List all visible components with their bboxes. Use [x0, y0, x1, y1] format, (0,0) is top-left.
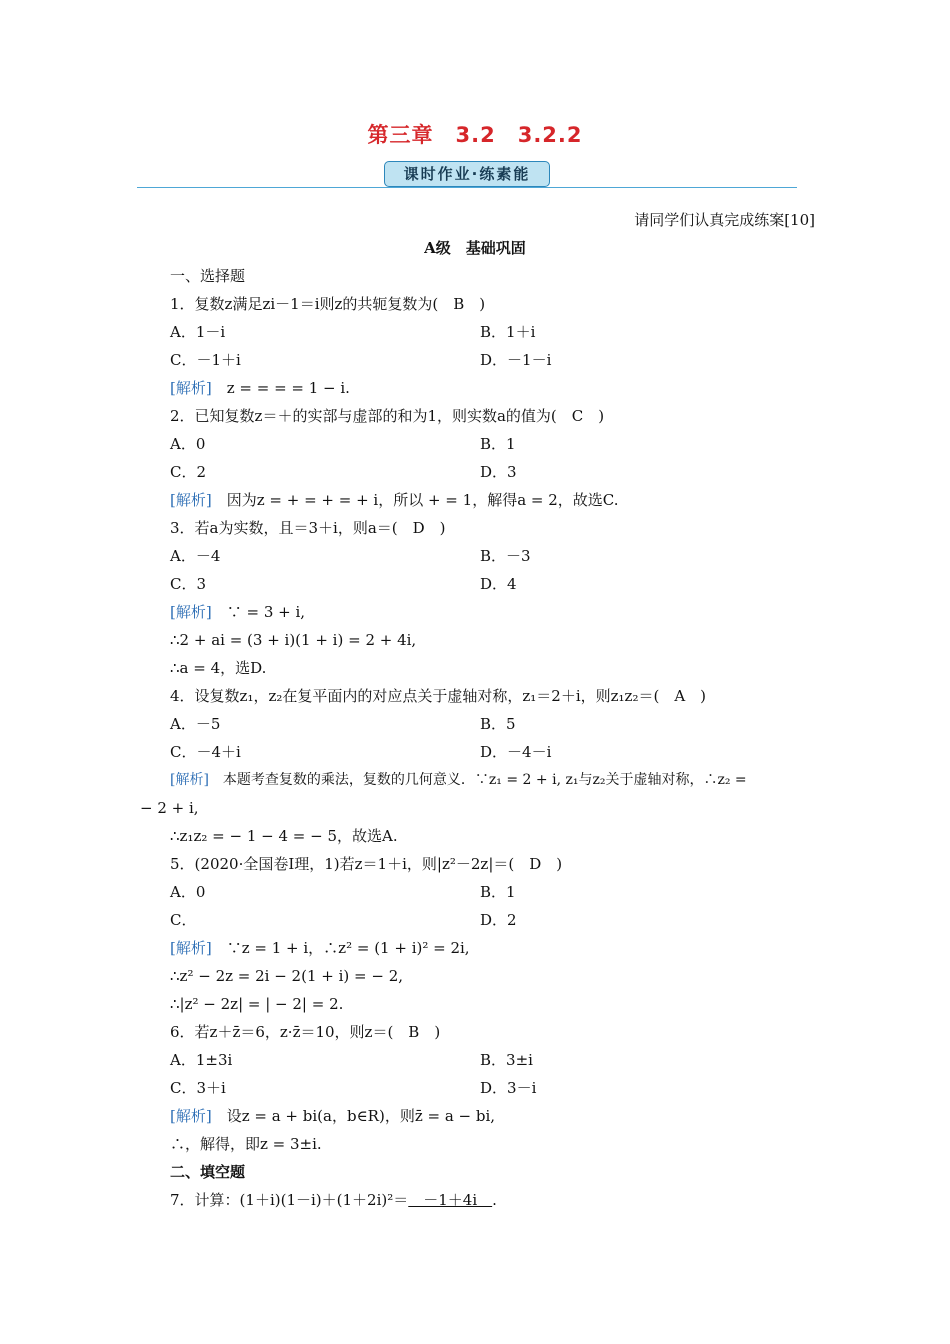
practice-note: 请同学们认真完成练案[10]	[634, 211, 815, 229]
q7-stem: 7．计算：(1＋i)(1－i)＋(1＋2i)²＝	[170, 1191, 409, 1209]
q2-analysis	[170, 490, 619, 510]
q1-analysis-text: z = = = = 1 − i.	[211, 379, 350, 397]
q5-option-b: B．1	[480, 883, 516, 901]
analysis-label: [解析]	[170, 772, 209, 788]
q2-option-d: D．3	[480, 463, 517, 481]
q4-analysis-text: 本题考查复数的乘法，复数的几何意义．∵z₁ = 2 + i, z₁与z₂关于虚轴对称，∴z₂ =	[208, 772, 747, 788]
question-2: 2．已知复数z＝＋的实部与虚部的和为1，则实数a的值为( C )	[170, 407, 605, 425]
q4-option-a: A．－5	[170, 715, 221, 733]
homework-badge: 课时作业·练素能	[384, 161, 550, 187]
q1-option-a: A．1－i	[170, 323, 226, 341]
q4-analysis-line-3: ∴z₁z₂ = − 1 − 4 = − 5，故选A.	[170, 827, 398, 845]
q3-analysis-line-2: ∴2 + ai = (3 + i)(1 + i) = 2 + 4i,	[170, 631, 417, 649]
q3-analysis	[170, 602, 305, 622]
q1-analysis	[170, 378, 350, 398]
question-4: 4．设复数z₁，z₂在复平面内的对应点关于虚轴对称，z₁＝2＋i，则z₁z₂＝( A )	[170, 687, 707, 705]
q6-analysis	[170, 1106, 495, 1126]
q6-analysis-text: 设z = a + bi(a，b∈R)，则z̄ = a − bi,	[211, 1107, 496, 1125]
header-divider	[137, 187, 797, 188]
q2-option-b: B．1	[480, 435, 516, 453]
q1-option-b: B．1＋i	[480, 323, 536, 341]
q2-analysis-text: 因为z = + = + = + i，所以 + = 1，解得a = 2，故选C.	[211, 491, 619, 509]
question-5: 5．(2020·全国卷Ⅰ理，1)若z＝1＋i，则|z²－2z|＝( D )	[170, 855, 563, 873]
q6-option-b: B．3±i	[480, 1051, 533, 1069]
analysis-label: [解析]	[170, 603, 212, 621]
q4-option-d: D．－4－i	[480, 743, 552, 761]
q6-analysis-line-2: ∴，解得，即z = 3±i.	[170, 1135, 322, 1153]
q7-end: .	[492, 1191, 497, 1209]
q3-option-a: A．－4	[170, 547, 221, 565]
q4-analysis-line-2: − 2 + i,	[140, 799, 199, 817]
chapter-title: 第三章 3.2 3.2.2	[367, 123, 583, 147]
q7-answer: －1＋4i	[408, 1191, 493, 1209]
q5-option-d: D．2	[480, 911, 517, 929]
q5-analysis	[170, 938, 470, 958]
question-7	[170, 1190, 497, 1210]
q4-option-c: C．－4＋i	[170, 743, 241, 761]
q2-option-c: C．2	[170, 463, 207, 481]
analysis-label: [解析]	[170, 491, 212, 509]
analysis-label: [解析]	[170, 379, 212, 397]
q5-analysis-line-3: ∴|z² − 2z| = | − 2| = 2.	[170, 995, 344, 1013]
analysis-label: [解析]	[170, 1107, 212, 1125]
q1-option-d: D．－1－i	[480, 351, 552, 369]
level-title: A级 基础巩固	[424, 239, 526, 257]
q5-option-a: A．0	[170, 883, 206, 901]
section-fill-in: 二、填空题	[170, 1163, 246, 1181]
question-6: 6．若z＋z̄＝6，z·z̄＝10，则z＝( B )	[170, 1023, 441, 1041]
q5-option-c: C．	[170, 911, 197, 929]
q5-analysis-line-2: ∴z² − 2z = 2i − 2(1 + i) = − 2,	[170, 967, 404, 985]
q6-option-c: C．3＋i	[170, 1079, 226, 1097]
analysis-label: [解析]	[170, 939, 212, 957]
q4-analysis	[170, 770, 747, 790]
q1-option-c: C．－1＋i	[170, 351, 241, 369]
q3-analysis-text: ∵ = 3 + i,	[211, 603, 306, 621]
q3-option-d: D．4	[480, 575, 517, 593]
question-3: 3．若a为实数，且＝3＋i，则a＝( D )	[170, 519, 446, 537]
q3-analysis-line-3: ∴a = 4，选D.	[170, 659, 267, 677]
q6-option-a: A．1±3i	[170, 1051, 233, 1069]
question-1: 1．复数z满足zi－1＝i则z的共轭复数为( B )	[170, 295, 486, 313]
q4-option-b: B．5	[480, 715, 516, 733]
q2-option-a: A．0	[170, 435, 206, 453]
q3-option-c: C．3	[170, 575, 207, 593]
q5-analysis-text: ∵z = 1 + i，∴z² = (1 + i)² = 2i,	[211, 939, 470, 957]
section-choice: 一、选择题	[170, 267, 246, 285]
q6-option-d: D．3－i	[480, 1079, 537, 1097]
q3-option-b: B．－3	[480, 547, 531, 565]
